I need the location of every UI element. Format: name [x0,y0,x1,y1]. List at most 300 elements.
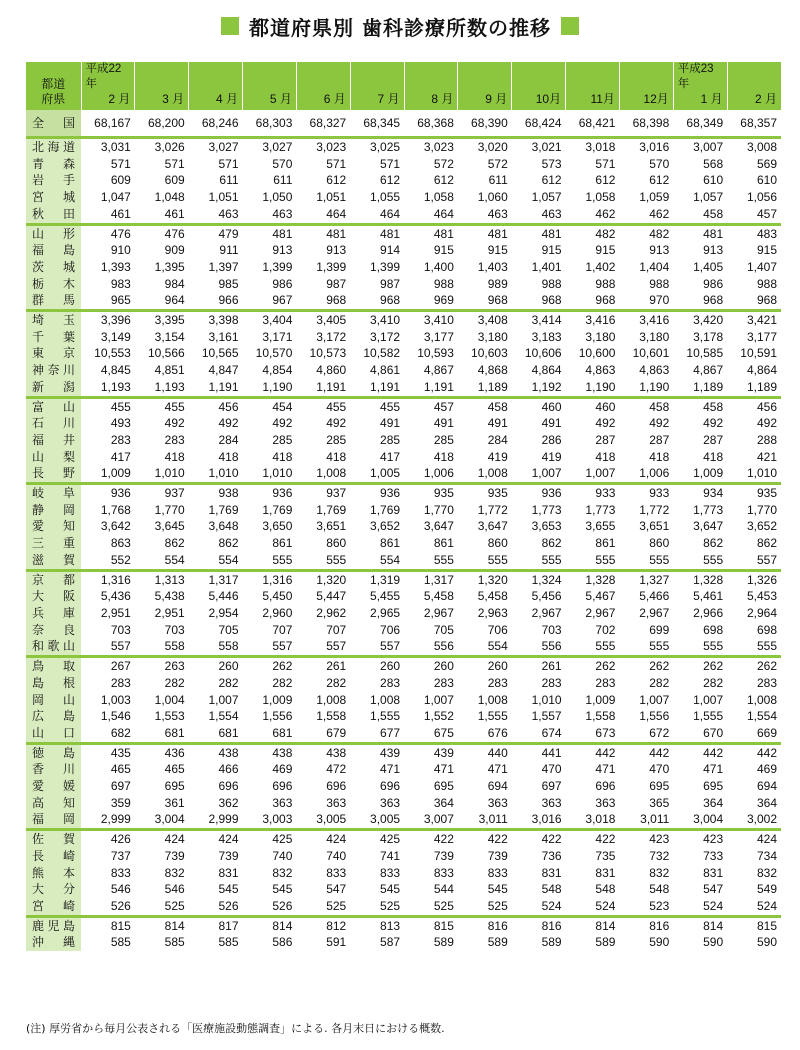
prefecture-name: 広島 [26,708,81,725]
table-cell: 460 [595,399,616,414]
table-cell: 10,582 [363,346,401,361]
table-cell: 1,051 [316,190,347,205]
header-month [727,62,781,110]
table-cell: 3,405 [316,313,347,328]
table-row [26,156,781,173]
table-cell: 1,007 [693,692,724,707]
table-cell: 585 [218,935,239,950]
header-month-label: 1 月 [700,92,723,106]
table-cell: 1,324 [531,572,562,587]
table-cell: 1,769 [262,502,293,517]
table-cell: 833 [110,865,131,880]
table-row [26,535,781,552]
header-month [566,62,620,110]
table-cell: 967 [243,292,297,310]
table-cell: 2,962 [316,605,347,620]
table-cell: 1,048 [154,190,185,205]
header-month [135,62,189,110]
prefecture-name: 愛媛 [26,778,81,795]
table-cell: 4,864 [746,363,777,378]
prefecture-name: 山口 [26,725,81,743]
table-cell: 1,316 [100,572,131,587]
table-cell: 3,008 [746,140,777,154]
table-cell: 3,653 [531,519,562,534]
table-cell: 5,447 [316,589,347,604]
table-row [26,657,781,675]
table-cell: 3,404 [262,313,293,328]
table-cell: 1,773 [693,502,724,517]
table-cell: 571 [595,156,616,171]
table-cell: 549 [756,882,777,897]
prefecture-name: 青森 [26,156,81,173]
table-cell: 418 [703,449,724,464]
table-cell: 455 [380,399,401,414]
table-cell: 1,010 [727,465,781,483]
table-row [26,242,781,259]
table-cell: 571 [164,156,185,171]
table-cell: 697 [110,779,131,794]
table-row [26,778,781,795]
table-cell: 479 [218,226,239,241]
table-cell: 861 [380,536,401,551]
table-cell: 558 [189,638,243,656]
table-cell: 1,057 [693,190,724,205]
prefecture-name: 和歌山 [26,638,81,656]
table-cell: 572 [487,156,508,171]
table-cell: 1,009 [673,465,727,483]
table-cell: 492 [272,416,293,431]
table-cell: 983 [110,276,131,291]
table-cell: 492 [595,416,616,431]
table-cell: 703 [164,622,185,637]
table-cell: 3,416 [639,313,670,328]
table-cell: 987 [380,276,401,291]
table-cell: 1,326 [746,572,777,587]
table-cell: 3,005 [350,811,404,829]
table-cell: 1,009 [585,692,616,707]
table-cell: 1,010 [531,692,562,707]
table-cell: 573 [541,156,562,171]
table-cell: 590 [703,935,724,950]
table-cell: 935 [756,486,777,501]
table-cell: 557 [727,552,781,570]
table-cell: 739 [218,848,239,863]
table-cell: 2,951 [154,605,185,620]
table-cell: 262 [272,659,293,674]
table-cell: 2,967 [531,605,562,620]
table-cell: 985 [218,276,239,291]
table-cell: 2,964 [746,605,777,620]
table-cell: 817 [218,918,239,933]
table-cell: 418 [595,449,616,464]
table-cell: 1,773 [531,502,562,517]
table-cell: 418 [272,449,293,464]
table-row [26,795,781,812]
table-cell: 283 [433,675,454,690]
table-cell: 359 [110,795,131,810]
table-cell: 10,603 [471,346,508,361]
table-cell: 461 [135,206,189,224]
table-cell: 5,436 [100,589,131,604]
header-era [458,77,507,92]
table-cell: 545 [380,882,401,897]
table-cell: 1,190 [243,379,297,397]
table-cell: 1,050 [262,190,293,205]
table-cell: 456 [218,399,239,414]
prefecture-name: 鳥取 [26,657,81,675]
table-cell: 862 [164,536,185,551]
table-cell: 3,020 [477,140,508,154]
table-cell: 913 [703,243,724,258]
table-cell: 361 [164,795,185,810]
table-cell: 68,200 [135,110,189,138]
table-cell: 862 [541,536,562,551]
table-cell: 1,191 [296,379,350,397]
table-cell: 363 [380,795,401,810]
table-cell: 525 [350,898,404,916]
table-cell: 989 [487,276,508,291]
table-cell: 524 [673,898,727,916]
table-cell: 816 [487,918,508,933]
prefecture-name: 兵庫 [26,605,81,622]
table-row [26,605,781,622]
header-era [297,77,346,92]
table-cell: 935 [433,486,454,501]
table-cell: 669 [727,725,781,743]
table-row [26,692,781,709]
prefecture-name: 福岡 [26,811,81,829]
table-cell: 1,191 [350,379,404,397]
table-cell: 3,642 [100,519,131,534]
table-cell: 3,023 [316,140,347,154]
table-cell: 915 [756,243,777,258]
table-cell: 557 [350,638,404,656]
table-cell: 463 [512,206,566,224]
table-cell: 1,189 [458,379,512,397]
table-cell: 481 [541,226,562,241]
table-cell: 986 [703,276,724,291]
table-cell: 471 [433,762,454,777]
table-cell: 968 [673,292,727,310]
table-cell: 471 [703,762,724,777]
table-cell: 423 [703,832,724,847]
table-cell: 915 [541,243,562,258]
table-cell: 471 [595,762,616,777]
table-cell: 832 [649,865,670,880]
table-cell: 548 [595,882,616,897]
header-era [405,77,454,92]
table-cell: 4,863 [639,363,670,378]
table-cell: 454 [272,399,293,414]
table-cell: 557 [296,638,350,656]
prefecture-name: 高知 [26,795,81,812]
table-cell: 812 [326,918,347,933]
table-cell: 1,768 [100,502,131,517]
table-cell: 986 [272,276,293,291]
table-cell: 524 [566,898,620,916]
table-cell: 675 [404,725,458,743]
table-cell: 3,023 [423,140,454,154]
table-cell: 418 [326,449,347,464]
table-row [26,276,781,293]
table-cell: 1,056 [746,190,777,205]
table-cell: 283 [487,675,508,690]
table-cell: 3,171 [262,329,293,344]
table-cell: 1,058 [423,190,454,205]
table-cell: 4,864 [531,363,562,378]
table-cell: 968 [727,292,781,310]
table-cell: 5,466 [639,589,670,604]
table-cell: 422 [433,832,454,847]
table-cell: 282 [164,675,185,690]
table-row [26,224,781,242]
table-cell: 1,192 [512,379,566,397]
table-cell: 483 [756,226,777,241]
table-cell: 2,951 [100,605,131,620]
table-cell: 283 [756,675,777,690]
table-cell: 1,769 [370,502,401,517]
table-cell: 555 [566,638,620,656]
table-body [26,110,781,951]
table-cell: 442 [703,745,724,760]
table-cell: 5,458 [477,589,508,604]
table-row [26,916,781,934]
table-cell: 913 [649,243,670,258]
prefecture-name: 千葉 [26,329,81,346]
table-cell: 68,303 [243,110,297,138]
table-cell: 1,770 [746,502,777,517]
table-cell: 679 [296,725,350,743]
table-cell: 1,319 [370,572,401,587]
table-cell: 439 [433,745,454,760]
table-cell: 937 [164,486,185,501]
table-cell: 695 [649,779,670,794]
table-cell: 422 [487,832,508,847]
table-cell: 5,456 [531,589,562,604]
table-cell: 1,317 [208,572,239,587]
table-cell: 555 [404,552,458,570]
table-cell: 1,556 [639,709,670,724]
header-month-label: 2 月 [754,92,777,106]
table-cell: 491 [541,416,562,431]
table-cell: 287 [649,432,670,447]
table-cell: 862 [703,536,724,551]
table-cell: 740 [326,848,347,863]
table-cell: 741 [380,848,401,863]
header-month-label: 6 月 [323,92,346,106]
table-cell: 676 [458,725,512,743]
table-cell: 815 [433,918,454,933]
table-cell: 455 [164,399,185,414]
table-cell: 739 [164,848,185,863]
table-cell: 285 [433,432,454,447]
prefecture-name: 沖縄 [26,934,81,951]
table-cell: 4,847 [208,363,239,378]
table-cell: 988 [756,276,777,291]
table-cell: 1,405 [693,259,724,274]
table-cell: 1,191 [404,379,458,397]
table-cell: 988 [433,276,454,291]
table-cell: 455 [110,399,131,414]
table-row [26,465,781,483]
table-cell: 4,863 [585,363,616,378]
table-row [26,502,781,519]
table-cell: 465 [110,762,131,777]
prefecture-name: 徳島 [26,743,81,761]
header-era [243,77,292,92]
table-cell: 10,565 [201,346,239,361]
table-cell: 3,655 [585,519,616,534]
table-cell: 571 [380,156,401,171]
table-cell: 557 [81,638,135,656]
header-month [512,62,566,110]
table-cell: 610 [703,173,724,188]
table-cell: 702 [595,622,616,637]
table-cell: 965 [81,292,135,310]
table-cell: 612 [649,173,670,188]
table-cell: 545 [272,882,293,897]
table-cell: 813 [380,918,401,933]
table-cell: 464 [350,206,404,224]
table-cell: 458 [649,399,670,414]
table-cell: 1,327 [639,572,670,587]
table-cell: 425 [272,832,293,847]
prefecture-name: 福井 [26,432,81,449]
table-cell: 464 [404,206,458,224]
table-cell: 426 [110,832,131,847]
table-cell: 418 [218,449,239,464]
table-cell: 937 [326,486,347,501]
table-cell: 4,861 [370,363,401,378]
prefecture-name: 香川 [26,761,81,778]
table-cell: 419 [487,449,508,464]
table-cell: 589 [595,935,616,950]
table-cell: 1,558 [585,709,616,724]
header-month-label: 11月 [590,92,615,106]
table-cell: 471 [487,762,508,777]
table-cell: 1,009 [81,465,135,483]
table-cell: 1,010 [189,465,243,483]
table-cell: 68,349 [673,110,727,138]
table-cell: 1,401 [531,259,562,274]
table-cell: 673 [566,725,620,743]
table-cell: 677 [350,725,404,743]
table-cell: 911 [219,243,239,258]
table-cell: 833 [380,865,401,880]
table-cell: 831 [218,865,239,880]
table-cell: 1,047 [100,190,131,205]
table-cell: 984 [164,276,185,291]
table-cell: 10,553 [94,346,131,361]
table-row [26,311,781,329]
table-cell: 552 [81,552,135,570]
table-cell: 545 [218,882,239,897]
table-cell: 68,357 [727,110,781,138]
table-cell: 3,421 [746,313,777,328]
table-cell: 287 [595,432,616,447]
table-cell: 591 [326,935,347,950]
table-cell: 814 [703,918,724,933]
table-cell: 4,845 [100,363,131,378]
table-cell: 1,057 [531,190,562,205]
table-cell: 1,554 [208,709,239,724]
table-cell: 4,860 [316,363,347,378]
table-cell: 934 [703,486,724,501]
table-cell: 831 [703,865,724,880]
table-cell: 698 [756,622,777,637]
table-cell: 469 [272,762,293,777]
table-row [26,172,781,189]
table-cell: 3,645 [154,519,185,534]
table-cell: 363 [487,795,508,810]
table-cell: 524 [512,898,566,916]
table-cell: 816 [649,918,670,933]
table-cell: 936 [380,486,401,501]
table-cell: 1,007 [208,692,239,707]
table-row [26,206,781,224]
table-cell: 364 [756,795,777,810]
table-cell: 436 [164,745,185,760]
table-cell: 364 [703,795,724,810]
table-cell: 554 [350,552,404,570]
table-cell: 363 [595,795,616,810]
table-row [26,588,781,605]
table-cell: 422 [595,832,616,847]
table-cell: 936 [541,486,562,501]
header-month-label: 10月 [535,92,562,106]
table-cell: 3,395 [154,313,185,328]
header-era [620,77,669,92]
table-cell: 1,399 [316,259,347,274]
prefecture-name: 佐賀 [26,830,81,848]
prefecture-name: 埼玉 [26,311,81,329]
table-cell: 2,965 [370,605,401,620]
table-cell: 555 [673,638,727,656]
table-cell: 1,404 [639,259,670,274]
prefecture-name: 滋賀 [26,552,81,570]
table-cell: 590 [649,935,670,950]
page-title: 都道府県別 歯科診療所数の推移 [249,15,551,40]
table-cell: 10,591 [740,346,777,361]
table-cell: 417 [110,449,131,464]
header-month-label: 9 月 [485,92,508,106]
table-cell: 471 [380,762,401,777]
table-cell: 832 [164,865,185,880]
table-cell: 68,390 [458,110,512,138]
table-cell: 568 [703,156,724,171]
header-era [135,77,184,92]
table-cell: 285 [380,432,401,447]
table-cell: 68,327 [296,110,350,138]
table-cell: 455 [326,399,347,414]
table-cell: 1,400 [423,259,454,274]
table-cell: 260 [218,659,239,674]
prefecture-name: 秋田 [26,206,81,224]
table-cell: 491 [380,416,401,431]
table-cell: 362 [218,795,239,810]
table-cell: 463 [458,206,512,224]
table-cell: 706 [487,622,508,637]
header-era [189,77,238,92]
table-row [26,848,781,865]
table-cell: 3,410 [423,313,454,328]
table-cell: 260 [487,659,508,674]
prefecture-name: 北海道 [26,138,81,156]
table-cell: 476 [164,226,185,241]
table-cell: 3,016 [512,811,566,829]
table-cell: 3,031 [100,140,131,154]
table-cell: 670 [673,725,727,743]
